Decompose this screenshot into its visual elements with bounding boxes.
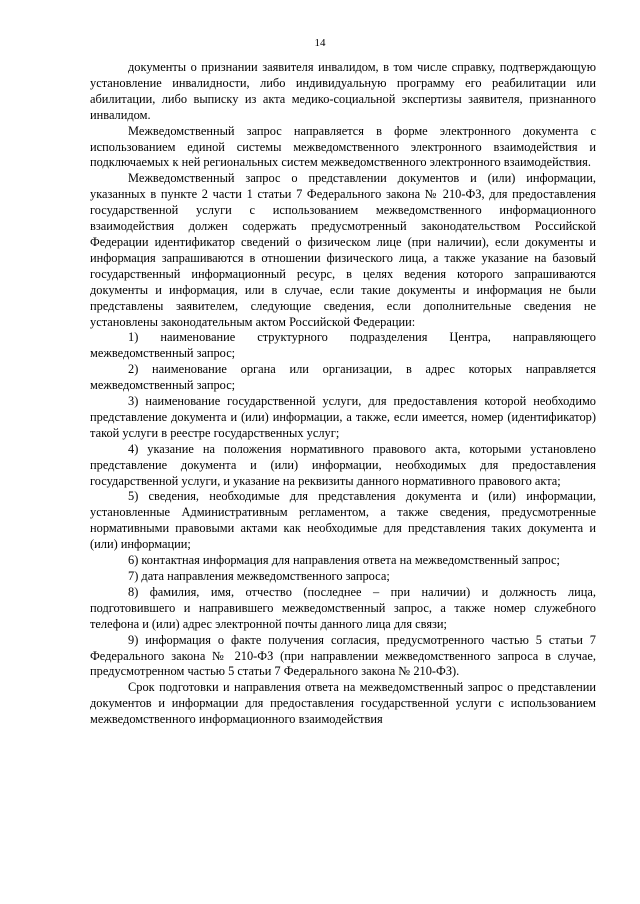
list-item-2: 2) наименование органа или организации, в адрес которых направляется межведомственный запрос; bbox=[90, 362, 596, 393]
paragraph-request-content: Межведомственный запрос о представлении документов и (или) информации, указанных в пункте 2 части 1 статьи 7 Федерального закона № 210-ФЗ, для предоставления государственной услуги с использованием межведомственного информационного взаимодействия должен содержать предусмотренный законодательством Российской Федерации идентификатор сведений о физическом лице (при наличии), если документы и информация запрашиваются в отношении физического лица, а также указание на базовый государственный информационный ресурс, в целях ведения которого запрашиваются документы и информация, или в случае, если такие документы и информация не были представлены заявителем, следующие сведения, если дополнительные сведения не установлены законодательным актом Российской Федерации: bbox=[90, 171, 596, 329]
list-item-7: 7) дата направления межведомственного запроса; bbox=[128, 569, 390, 583]
list-item-6: 6) контактная информация для направления ответа на межведомственный запрос; bbox=[128, 553, 560, 568]
list-item-5: 5) сведения, необходимые для представления документа и (или) информации, установленные Административным регламентом, а также сведения, предусмотренные нормативными правовыми актами как необходимые для представления таких документа и (или) информации; bbox=[90, 489, 596, 552]
paragraph-response-deadline: Срок подготовки и направления ответа на межведомственный запрос о представлении документов и информации для предоставления государственной услуги с использованием межведомственного информационного взаимодействия bbox=[90, 680, 596, 727]
list-item-9: 9) информация о факте получения согласия, предусмотренного частью 5 статьи 7 Федерального закона № 210-ФЗ (при направлении межведомственного запроса в случае, предусмотренном частью 5 статьи 7 Федерального закона № 210-ФЗ). bbox=[90, 632, 596, 679]
list-item-4: 4) указание на положения нормативного правового акта, которыми установлено представление документа и (или) информации, необходимых для предоставления государственной услуги, и указание на реквизиты данного нормативного правового акта; bbox=[90, 441, 596, 488]
list-item-3: 3) наименование государственной услуги, для предоставления которой необходимо представление документа и (или) информации, а также, если имеется, номер (идентификатор) такой услуги в реестре государственных услуг; bbox=[90, 394, 596, 440]
page-number: 14 bbox=[314, 37, 326, 49]
list-item-8: 8) фамилия, имя, отчество (последнее – при наличии) и должность лица, подготовившего и направившего межведомственный запрос, а также номер служебного телефона и (или) адрес электронной почты данного лица для связи; bbox=[90, 584, 596, 631]
document-body bbox=[90, 60, 596, 728]
paragraph-request-format: Межведомственный запрос направляется в форме электронного документа с использованием единой системы межведомственного электронного взаимодействия и подключаемых к ней региональных систем межведомственного электронного взаимодействия. bbox=[90, 123, 596, 170]
paragraph-continuation: документы о признании заявителя инвалидом, в том числе справку, подтверждающую установление инвалидности, либо индивидуальную программу его реабилитации или абилитации, либо выписку из акта медико-социальной экспертизы заявителя, признанного инвалидом. bbox=[90, 60, 596, 122]
list-item-1: 1) наименование структурного подразделения Центра, направляющего межведомственный запрос; bbox=[90, 330, 596, 361]
